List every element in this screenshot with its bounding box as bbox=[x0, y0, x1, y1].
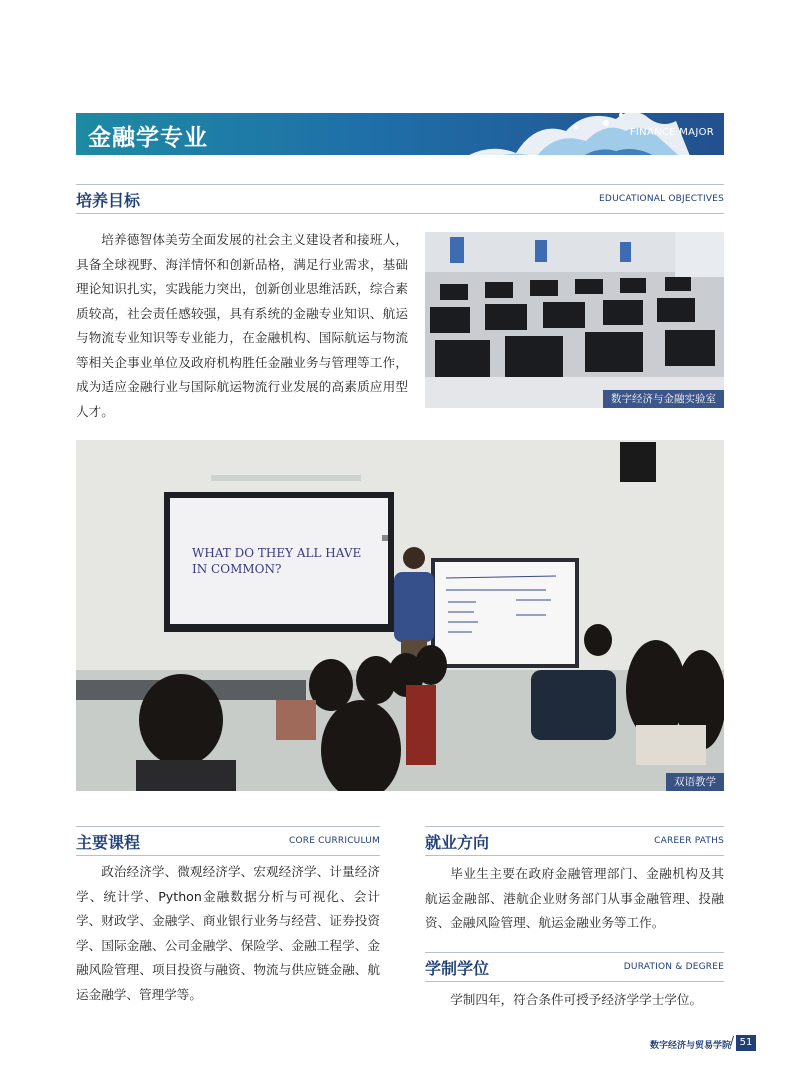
page-number: 51 bbox=[736, 1035, 756, 1051]
major-title: 金融学专业 bbox=[88, 125, 208, 151]
lab-photo bbox=[425, 232, 724, 408]
careers-heading bbox=[425, 826, 724, 856]
degree-heading-en: DURATION & DEGREE bbox=[623, 962, 724, 972]
objectives-heading bbox=[76, 184, 724, 214]
major-title-en: FINANCE MAJOR bbox=[629, 127, 714, 138]
objectives-heading-en: EDUCATIONAL OBJECTIVES bbox=[599, 194, 724, 204]
computer-lab-image bbox=[425, 232, 724, 408]
degree-heading bbox=[425, 952, 724, 982]
bilingual-class-image bbox=[76, 440, 724, 791]
curriculum-text: 政治经济学、微观经济学、宏观经济学、计量经济学、统计学、Python金融数据分析与可视化、会计学、财政学、金融学、商业银行业务与经营、证券投资学、国际金融、公司金融学、保险学、金融工程学、金融风险管理、项目投资与融资、物流与供应链金融、航运金融学、管理学等。 bbox=[76, 864, 380, 1002]
major-title-banner bbox=[76, 113, 724, 155]
screen-text: WHAT DO THEY ALL HAVE IN COMMON? bbox=[192, 546, 362, 576]
curriculum-heading-cn: 主要课程 bbox=[76, 833, 141, 852]
careers-heading-en: CAREER PATHS bbox=[654, 836, 724, 846]
class-photo-caption: 双语教学 bbox=[666, 773, 724, 791]
careers-heading-cn: 就业方向 bbox=[425, 833, 490, 852]
curriculum-heading-en: CORE CURRICULUM bbox=[289, 836, 380, 846]
degree-text: 学制四年，符合条件可授予经济学学士学位。 bbox=[450, 992, 703, 1007]
curriculum-heading bbox=[76, 826, 380, 856]
lab-photo-caption: 数字经济与金融实验室 bbox=[603, 390, 724, 408]
footer-divider: / bbox=[730, 1034, 735, 1048]
objectives-text: 培养德智体美劳全面发展的社会主义建设者和接班人，具备全球视野、海洋情怀和创新品格，满足行业需求，基础理论知识扎实，实践能力突出，创新创业思维活跃，综合素质较高，社会责任感较强，具有系统的金融专业知识、航运与物流专业知识等专业能力，在金融机构、国际航运与物流等相关企事业单位及政府机构胜任金融业务与管理等工作，成为适应金融行业与国际航运物流行业发展的高素质应用型人才。 bbox=[76, 232, 408, 419]
degree-heading-cn: 学制学位 bbox=[425, 959, 490, 978]
footer-college-name: 数字经济与贸易学院 bbox=[650, 1041, 732, 1051]
classroom-photo bbox=[76, 440, 724, 791]
careers-text: 毕业生主要在政府金融管理部门、金融机构及其航运金融部、港航企业财务部门从事金融管理、投融资、金融风险管理、航运金融业务等工作。 bbox=[425, 866, 724, 930]
objectives-heading-cn: 培养目标 bbox=[76, 191, 141, 210]
